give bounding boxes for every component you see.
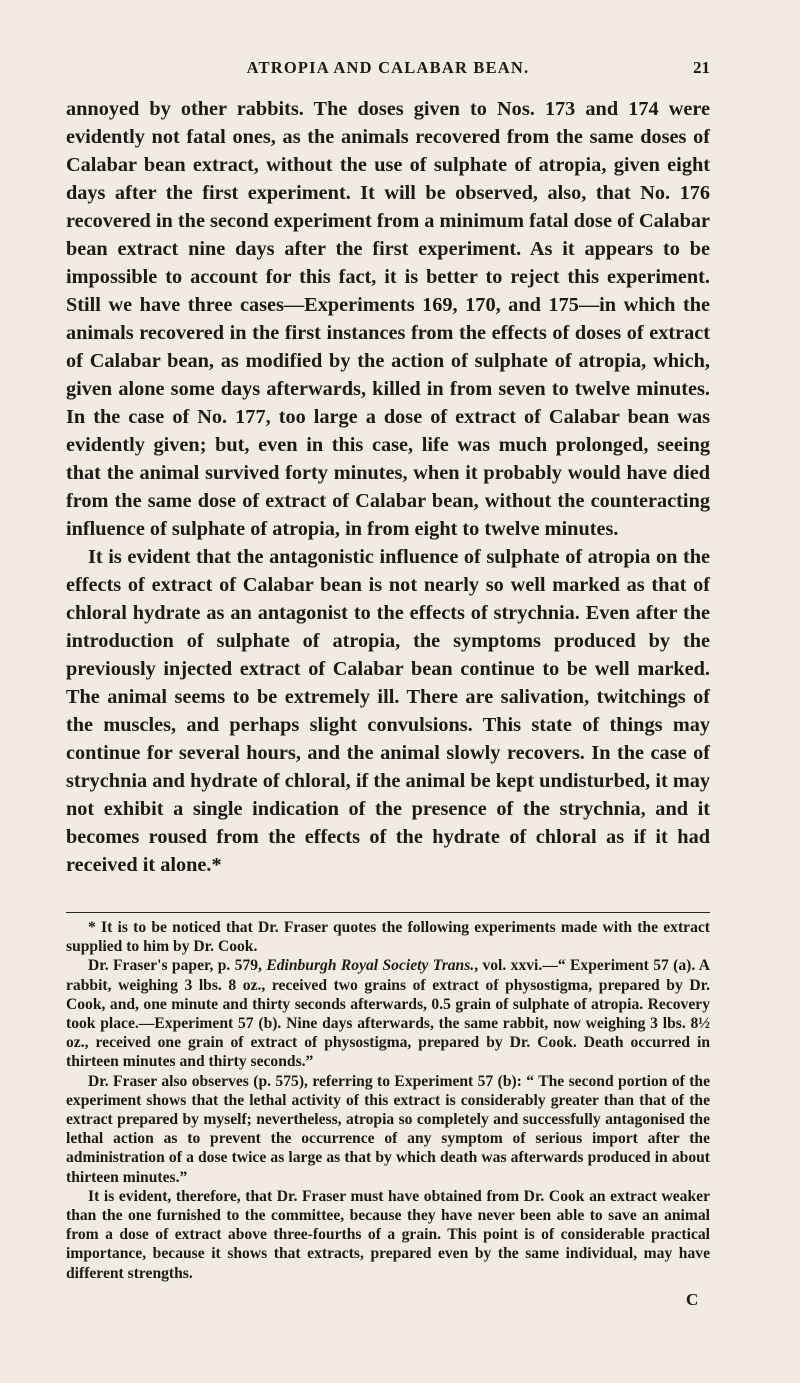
running-head: ATROPIA AND CALABAR BEAN. — [246, 58, 530, 77]
signature-mark: C — [686, 1290, 699, 1309]
paragraph-2: It is evident that the antagonistic influence of sulphate of atropia on the effects of extract of Calabar bean is not nearly so well marked as that of chloral hydrate as an antagonist to the effects of strychnia. Even after the introduction of sulphate of atropia, the symptoms produced by the previously injected extract of Calabar bean continue to be well marked. The animal seems to be extremely ill. There are salivation, twitchings of the muscles, and perhaps slight convulsions. This state of things may continue for several hours, and the animal slowly recovers. In the case of strychnia and hydrate of chloral, if the animal be kept undisturbed, it may not exhibit a single indication of the presence of the strychnia, and it becomes roused from the effects of the hydrate of chloral as if it had received it alone.* — [66, 546, 710, 876]
footnote-divider — [66, 912, 710, 913]
footnote-2-rest: , vol. xxvi.—“ Experiment 57 (a). A rabbit, weighing 3 lbs. 8 oz., received two grains of extract of physostigma, prepared by Dr. Cook, and, one minute and thirty seconds afterwards, 0.5 grain of sulphate of atropia. Recovery took place.—Experiment 57 (b). Nine days afterwards, the same rabbit, now weighing 3 lbs. 8½ oz., received one grain of extract of physostigma, prepared by Dr. Cook. Death occurred in thirteen minutes and thirty seconds.” — [66, 957, 710, 1071]
footnote-2 — [66, 956, 710, 1071]
page-header — [66, 58, 710, 82]
main-text — [66, 95, 710, 879]
footnote-1: * It is to be noticed that Dr. Fraser quotes the following experiments made with the extract supplied to him by Dr. Cook. — [66, 919, 710, 956]
page-number: 21 — [693, 58, 710, 77]
paragraph-1: annoyed by other rabbits. The doses given to Nos. 173 and 174 were evidently not fatal ones, as the animals recovered from the same doses of Calabar bean extract, without the use of sulphate of atropia, given eight days after the first experiment. It will be observed, also, that No. 176 recovered in the second experiment from a minimum fatal dose of Calabar bean extract nine days after the first experiment. As it appears to be impossible to account for this fact, it is better to reject this experiment. Still we have three cases—Experiments 169, 170, and 175—in which the animals recovered in the first instances from the effects of doses of extract of Calabar bean, as modified by the action of sulphate of atropia, which, given alone some days afterwards, killed in from seven to twelve minutes. In the case of No. 177, too large a dose of extract of Calabar bean was evidently given; but, even in this case, life was much prolonged, seeing that the animal survived forty minutes, when it probably would have died from the same dose of extract of Calabar bean, without the counteracting influence of sulphate of atropia, in from eight to twelve minutes. — [66, 98, 710, 540]
footnote-4: It is evident, therefore, that Dr. Fraser must have obtained from Dr. Cook an extract weaker than the one furnished to the committee, because they have never been able to save an animal from a dose of extract above three-fourths of a grain. This point is of considerable practical importance, because it shows that extracts, prepared even by the same individual, may have different strengths. — [66, 1187, 710, 1282]
footnote-2-lead: Dr. Fraser's paper, p. 579, — [88, 957, 267, 975]
journal-title: Edinburgh Royal Society Trans. — [266, 957, 475, 975]
footnote-3: Dr. Fraser also observes (p. 575), referring to Experiment 57 (b): “ The second portion of the experiment shows that the lethal activity of this extract is considerably greater than that of the extract prepared by myself; nevertheless, atropia so completely and successfully antagonised the lethal action as to prevent the occurrence of any symptom of serious import after the administration of a dose twice as large as that by which death was afterwards produced in about thirteen minutes.” — [66, 1072, 710, 1186]
footnotes — [66, 918, 710, 1283]
